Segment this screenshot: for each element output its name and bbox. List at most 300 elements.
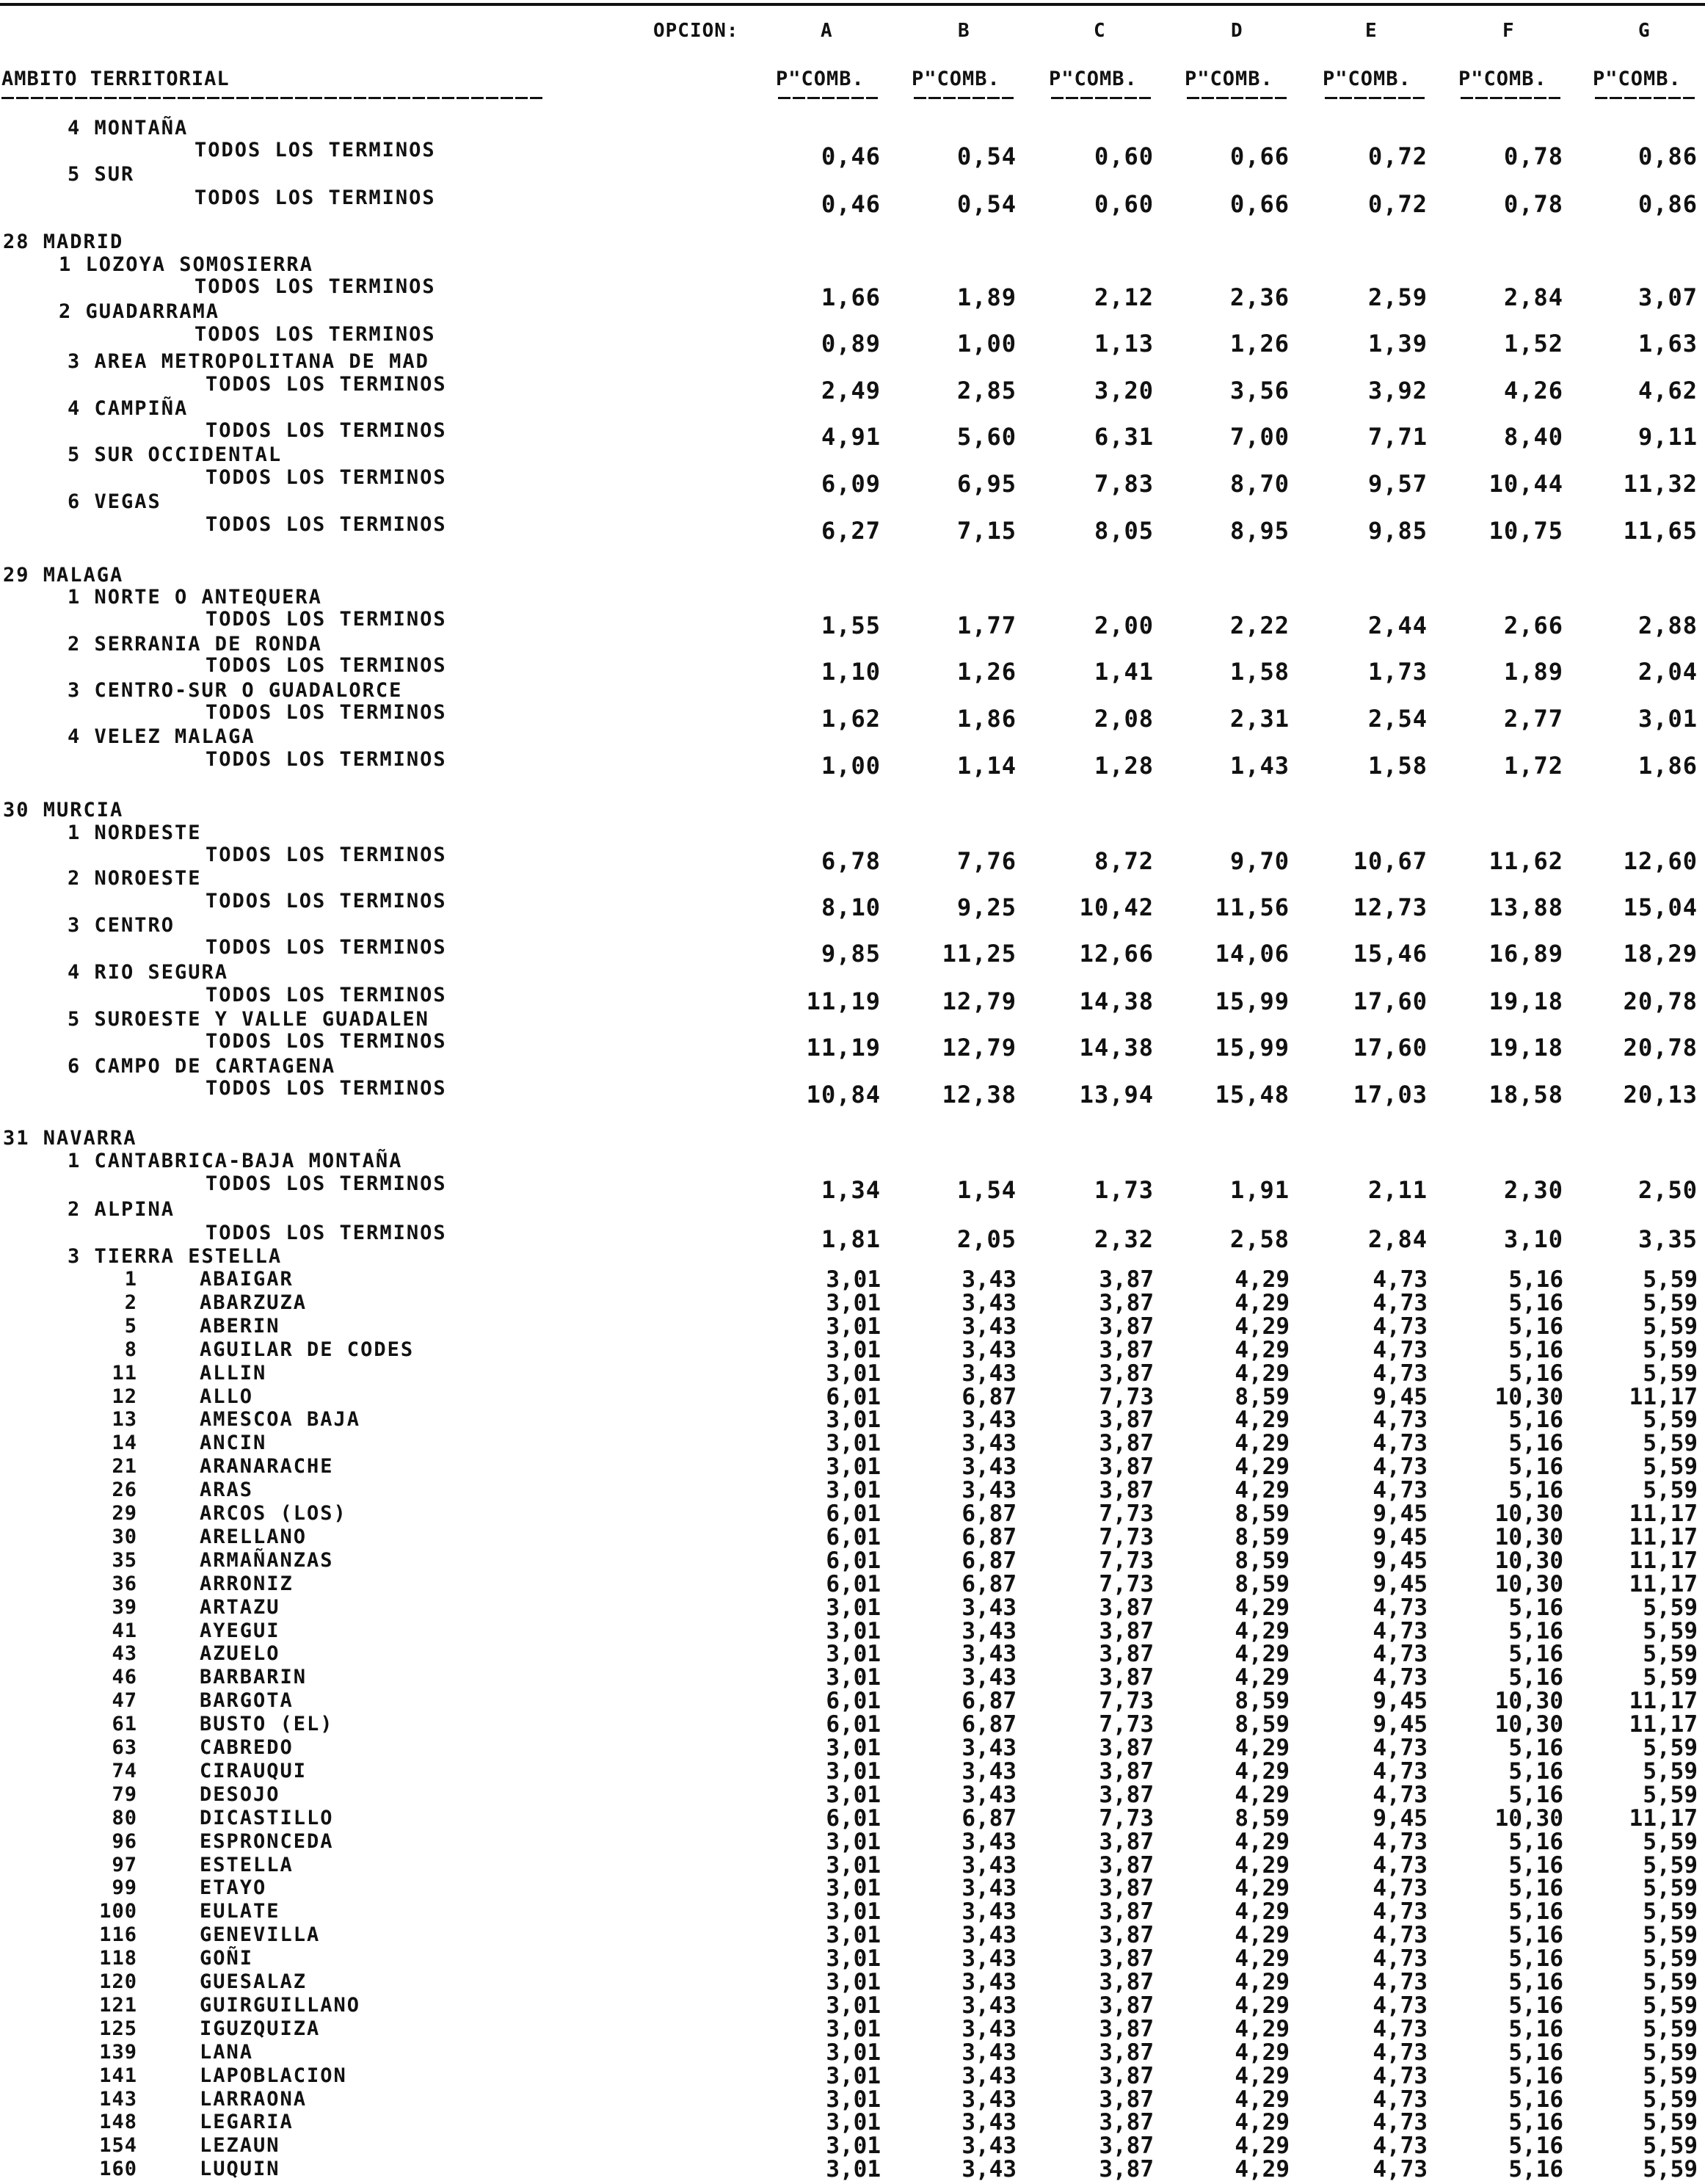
municipio-value-e: 4,73 bbox=[1373, 1664, 1428, 1691]
option-e: E bbox=[1365, 20, 1378, 42]
municipio-value-g: 5,59 bbox=[1643, 1898, 1698, 1925]
municipio-value-e: 4,73 bbox=[1373, 1945, 1428, 1972]
municipio-code: 63 bbox=[112, 1736, 137, 1759]
municipio-code: 14 bbox=[112, 1432, 137, 1454]
municipio-name: ABARZUZA bbox=[200, 1291, 308, 1314]
municipio-value-e: 9,45 bbox=[1373, 1805, 1428, 1832]
municipio-value-b: 3,43 bbox=[961, 2063, 1017, 2089]
municipio-code: 160 bbox=[99, 2158, 137, 2180]
comarca-heading: 6 CAMPO DE CARTAGENA bbox=[68, 1055, 336, 1078]
municipio-name: ETAYO bbox=[200, 1876, 267, 1899]
row-value-f: 13,88 bbox=[1488, 893, 1563, 921]
municipio-value-e: 4,73 bbox=[1373, 2156, 1428, 2183]
municipio-value-a: 3,01 bbox=[826, 1969, 881, 1995]
municipio-value-b: 3,43 bbox=[961, 1735, 1017, 1761]
municipio-value-f: 10,30 bbox=[1494, 1524, 1563, 1550]
row-value-g: 2,04 bbox=[1637, 658, 1698, 686]
row-value-b: 12,79 bbox=[942, 1034, 1017, 1062]
municipio-value-c: 7,73 bbox=[1099, 1571, 1154, 1597]
row-value-f: 8,40 bbox=[1503, 423, 1563, 451]
municipio-value-b: 3,43 bbox=[961, 1360, 1017, 1387]
col-header-underline bbox=[1461, 97, 1560, 99]
municipio-value-f: 5,16 bbox=[1508, 2016, 1563, 2042]
row-value-d: 9,70 bbox=[1229, 847, 1290, 875]
municipio-code: 36 bbox=[112, 1572, 137, 1595]
row-value-f: 1,89 bbox=[1503, 658, 1563, 686]
municipio-value-f: 5,16 bbox=[1508, 1641, 1563, 1667]
municipio-value-a: 3,01 bbox=[826, 1430, 881, 1456]
row-value-e: 2,11 bbox=[1367, 1176, 1428, 1204]
row-value-e: 2,59 bbox=[1367, 283, 1428, 311]
municipio-name: ALLO bbox=[200, 1385, 254, 1408]
row-value-b: 5,60 bbox=[956, 423, 1017, 451]
municipio-value-f: 10,30 bbox=[1494, 1711, 1563, 1738]
municipio-value-g: 11,17 bbox=[1629, 1384, 1698, 1410]
municipio-value-a: 3,01 bbox=[826, 1266, 881, 1293]
municipio-value-e: 4,73 bbox=[1373, 1758, 1428, 1785]
municipio-value-g: 5,59 bbox=[1643, 2109, 1698, 2136]
comarca-heading: 2 GUADARRAMA bbox=[59, 300, 220, 323]
municipio-code: 100 bbox=[99, 1900, 137, 1923]
municipio-value-c: 3,87 bbox=[1099, 1782, 1154, 1808]
municipio-value-b: 3,43 bbox=[961, 2109, 1017, 2136]
municipio-name: GENEVILLA bbox=[200, 1923, 321, 1946]
municipio-value-b: 3,43 bbox=[961, 1969, 1017, 1995]
municipio-value-e: 4,73 bbox=[1373, 1922, 1428, 1948]
municipio-value-d: 8,59 bbox=[1235, 1384, 1290, 1410]
municipio-value-c: 3,87 bbox=[1099, 1852, 1154, 1879]
todos-los-terminos-row: TODOS LOS TERMINOS bbox=[206, 1222, 447, 1244]
row-value-c: 1,28 bbox=[1094, 752, 1154, 780]
municipio-value-a: 3,01 bbox=[826, 1875, 881, 1901]
comarca-heading: 1 NORDESTE bbox=[68, 821, 202, 844]
municipio-value-g: 5,59 bbox=[1643, 2063, 1698, 2089]
municipio-value-g: 5,59 bbox=[1643, 1758, 1698, 1785]
municipio-value-e: 9,45 bbox=[1373, 1501, 1428, 1527]
row-value-b: 7,76 bbox=[956, 847, 1017, 875]
col-header-underline bbox=[778, 97, 878, 99]
municipio-name: ARTAZU bbox=[200, 1596, 280, 1619]
ambito-underline bbox=[1, 97, 543, 99]
municipio-code: 8 bbox=[124, 1338, 137, 1361]
municipio-name: GUIRGUILLANO bbox=[200, 1994, 361, 2017]
row-value-c: 3,20 bbox=[1094, 377, 1154, 404]
municipio-value-a: 3,01 bbox=[826, 1829, 881, 1855]
municipio-code: 120 bbox=[99, 1970, 137, 1993]
municipio-value-g: 5,59 bbox=[1643, 1852, 1698, 1879]
municipio-name: ARCOS (LOS) bbox=[200, 1502, 347, 1525]
row-value-e: 1,73 bbox=[1367, 658, 1428, 686]
row-value-e: 7,71 bbox=[1367, 423, 1428, 451]
municipio-name: LEZAUN bbox=[200, 2134, 280, 2157]
municipio-value-c: 3,87 bbox=[1099, 2016, 1154, 2042]
municipio-value-a: 3,01 bbox=[826, 2156, 881, 2183]
row-value-c: 14,38 bbox=[1079, 1034, 1154, 1062]
row-value-f: 10,44 bbox=[1488, 470, 1563, 498]
municipio-value-f: 5,16 bbox=[1508, 1969, 1563, 1995]
municipio-value-c: 3,87 bbox=[1099, 1407, 1154, 1433]
todos-los-terminos-row: TODOS LOS TERMINOS bbox=[206, 1030, 447, 1053]
row-value-g: 3,35 bbox=[1637, 1225, 1698, 1253]
municipio-value-d: 4,29 bbox=[1235, 1454, 1290, 1480]
municipio-name: AZUELO bbox=[200, 1642, 280, 1665]
todos-los-terminos-row: TODOS LOS TERMINOS bbox=[195, 323, 436, 346]
municipio-value-a: 3,01 bbox=[826, 1290, 881, 1316]
municipio-value-c: 3,87 bbox=[1099, 1922, 1154, 1948]
row-value-a: 1,81 bbox=[821, 1225, 881, 1253]
row-value-g: 0,86 bbox=[1637, 190, 1698, 218]
municipio-value-f: 10,30 bbox=[1494, 1501, 1563, 1527]
municipio-value-c: 3,87 bbox=[1099, 1337, 1154, 1363]
municipio-name: ESPRONCEDA bbox=[200, 1830, 334, 1853]
municipio-name: LEGARIA bbox=[200, 2111, 294, 2133]
municipio-value-g: 5,59 bbox=[1643, 1595, 1698, 1621]
row-value-b: 1,86 bbox=[956, 705, 1017, 733]
municipio-value-b: 3,43 bbox=[961, 1875, 1017, 1901]
municipio-value-d: 8,59 bbox=[1235, 1711, 1290, 1738]
municipio-value-f: 5,16 bbox=[1508, 2063, 1563, 2089]
municipio-value-b: 3,43 bbox=[961, 1945, 1017, 1972]
municipio-value-b: 3,43 bbox=[961, 1758, 1017, 1785]
municipio-value-c: 3,87 bbox=[1099, 1454, 1154, 1480]
row-value-c: 10,42 bbox=[1079, 893, 1154, 921]
row-value-f: 2,84 bbox=[1503, 283, 1563, 311]
row-value-c: 7,83 bbox=[1094, 470, 1154, 498]
municipio-value-d: 4,29 bbox=[1235, 1898, 1290, 1925]
municipio-value-a: 6,01 bbox=[826, 1571, 881, 1597]
municipio-value-f: 5,16 bbox=[1508, 1875, 1563, 1901]
municipio-value-f: 10,30 bbox=[1494, 1384, 1563, 1410]
municipio-value-d: 8,59 bbox=[1235, 1524, 1290, 1550]
municipio-value-c: 7,73 bbox=[1099, 1711, 1154, 1738]
row-value-a: 0,46 bbox=[821, 190, 881, 218]
row-value-c: 2,12 bbox=[1094, 283, 1154, 311]
municipio-value-b: 3,43 bbox=[961, 1992, 1017, 2019]
municipio-value-c: 3,87 bbox=[1099, 1641, 1154, 1667]
row-value-b: 2,85 bbox=[956, 377, 1017, 404]
municipio-value-f: 5,16 bbox=[1508, 2039, 1563, 2066]
municipio-value-a: 3,01 bbox=[826, 1782, 881, 1808]
municipio-value-g: 11,17 bbox=[1629, 1805, 1698, 1832]
municipio-code: 30 bbox=[112, 1525, 137, 1548]
row-value-g: 3,07 bbox=[1637, 283, 1698, 311]
municipio-code: 116 bbox=[99, 1923, 137, 1946]
municipio-value-d: 4,29 bbox=[1235, 1969, 1290, 1995]
municipio-value-c: 3,87 bbox=[1099, 1875, 1154, 1901]
row-value-c: 12,66 bbox=[1079, 940, 1154, 968]
municipio-value-g: 5,59 bbox=[1643, 2086, 1698, 2113]
row-value-e: 9,57 bbox=[1367, 470, 1428, 498]
municipio-value-f: 5,16 bbox=[1508, 1852, 1563, 1879]
row-value-a: 1,66 bbox=[821, 283, 881, 311]
municipio-value-b: 3,43 bbox=[961, 1922, 1017, 1948]
municipio-value-f: 5,16 bbox=[1508, 1595, 1563, 1621]
row-value-b: 6,95 bbox=[956, 470, 1017, 498]
row-value-g: 1,86 bbox=[1637, 752, 1698, 780]
row-value-a: 9,85 bbox=[821, 940, 881, 968]
opcion-label: OPCION: bbox=[653, 20, 739, 42]
row-value-d: 2,31 bbox=[1229, 705, 1290, 733]
municipio-name: ABERIN bbox=[200, 1315, 280, 1338]
municipio-value-g: 5,59 bbox=[1643, 1969, 1698, 1995]
row-value-g: 2,50 bbox=[1637, 1176, 1698, 1204]
municipio-value-e: 4,73 bbox=[1373, 1454, 1428, 1480]
col-header-c: P"COMB. bbox=[1049, 68, 1138, 90]
row-value-f: 10,75 bbox=[1488, 517, 1563, 545]
municipio-value-f: 5,16 bbox=[1508, 2086, 1563, 2113]
municipio-value-e: 4,73 bbox=[1373, 1898, 1428, 1925]
municipio-value-f: 5,16 bbox=[1508, 1337, 1563, 1363]
municipio-value-a: 3,01 bbox=[826, 1922, 881, 1948]
comarca-heading: 2 SERRANIA DE RONDA bbox=[68, 633, 322, 656]
municipio-value-c: 3,87 bbox=[1099, 1595, 1154, 1621]
row-value-d: 3,56 bbox=[1229, 377, 1290, 404]
row-value-c: 0,60 bbox=[1094, 190, 1154, 218]
todos-los-terminos-row: TODOS LOS TERMINOS bbox=[206, 373, 447, 396]
row-value-c: 0,60 bbox=[1094, 142, 1154, 170]
row-value-g: 20,78 bbox=[1623, 1034, 1698, 1062]
municipio-value-c: 3,87 bbox=[1099, 1618, 1154, 1644]
row-value-e: 1,39 bbox=[1367, 330, 1428, 358]
municipio-value-a: 3,01 bbox=[826, 2133, 881, 2159]
municipio-value-c: 7,73 bbox=[1099, 1384, 1154, 1410]
municipio-value-f: 5,16 bbox=[1508, 1454, 1563, 1480]
municipio-code: 125 bbox=[99, 2017, 137, 2040]
municipio-value-g: 5,59 bbox=[1643, 1454, 1698, 1480]
municipio-name: AYEGUI bbox=[200, 1619, 280, 1642]
row-value-g: 4,62 bbox=[1637, 377, 1698, 404]
municipio-value-g: 5,59 bbox=[1643, 1735, 1698, 1761]
municipio-code: 118 bbox=[99, 1947, 137, 1970]
municipio-value-f: 5,16 bbox=[1508, 1313, 1563, 1340]
municipio-value-e: 4,73 bbox=[1373, 1430, 1428, 1456]
municipio-value-e: 4,73 bbox=[1373, 1360, 1428, 1387]
municipio-value-f: 5,16 bbox=[1508, 1664, 1563, 1691]
municipio-name: LARRAONA bbox=[200, 2088, 308, 2111]
municipio-value-e: 4,73 bbox=[1373, 2039, 1428, 2066]
row-value-c: 1,41 bbox=[1094, 658, 1154, 686]
municipio-value-a: 3,01 bbox=[826, 1852, 881, 1879]
municipio-value-e: 4,73 bbox=[1373, 1969, 1428, 1995]
todos-los-terminos-row: TODOS LOS TERMINOS bbox=[206, 654, 447, 677]
municipio-name: ARANARACHE bbox=[200, 1455, 334, 1478]
comarca-heading: 1 NORTE O ANTEQUERA bbox=[68, 586, 322, 609]
municipio-value-g: 5,59 bbox=[1643, 1337, 1698, 1363]
municipio-value-d: 4,29 bbox=[1235, 1992, 1290, 2019]
row-value-b: 1,00 bbox=[956, 330, 1017, 358]
municipio-value-e: 9,45 bbox=[1373, 1524, 1428, 1550]
municipio-value-a: 3,01 bbox=[826, 1618, 881, 1644]
municipio-value-g: 5,59 bbox=[1643, 2016, 1698, 2042]
option-g: G bbox=[1638, 20, 1651, 42]
municipio-value-c: 3,87 bbox=[1099, 1969, 1154, 1995]
row-value-a: 4,91 bbox=[821, 423, 881, 451]
row-value-e: 2,84 bbox=[1367, 1225, 1428, 1253]
municipio-value-b: 3,43 bbox=[961, 2039, 1017, 2066]
municipio-value-f: 10,30 bbox=[1494, 1571, 1563, 1597]
row-value-e: 0,72 bbox=[1367, 190, 1428, 218]
municipio-code: 46 bbox=[112, 1666, 137, 1688]
municipio-value-g: 5,59 bbox=[1643, 1875, 1698, 1901]
municipio-value-f: 5,16 bbox=[1508, 2156, 1563, 2183]
col-header-b: P"COMB. bbox=[912, 68, 1000, 90]
municipio-value-d: 4,29 bbox=[1235, 1758, 1290, 1785]
municipio-value-g: 5,59 bbox=[1643, 2039, 1698, 2066]
todos-los-terminos-row: TODOS LOS TERMINOS bbox=[206, 513, 447, 536]
municipio-value-d: 4,29 bbox=[1235, 1595, 1290, 1621]
row-value-e: 17,60 bbox=[1353, 987, 1428, 1015]
municipio-value-f: 5,16 bbox=[1508, 1758, 1563, 1785]
municipio-value-a: 3,01 bbox=[826, 1758, 881, 1785]
row-value-g: 20,13 bbox=[1623, 1081, 1698, 1109]
municipio-value-e: 4,73 bbox=[1373, 1782, 1428, 1808]
municipio-code: 2 bbox=[124, 1291, 137, 1314]
municipio-value-e: 4,73 bbox=[1373, 1852, 1428, 1879]
municipio-value-e: 4,73 bbox=[1373, 1618, 1428, 1644]
todos-los-terminos-row: TODOS LOS TERMINOS bbox=[206, 748, 447, 771]
row-value-f: 0,78 bbox=[1503, 142, 1563, 170]
municipio-value-c: 3,87 bbox=[1099, 2133, 1154, 2159]
row-value-c: 1,73 bbox=[1094, 1176, 1154, 1204]
municipio-code: 35 bbox=[112, 1549, 137, 1572]
municipio-value-e: 4,73 bbox=[1373, 1477, 1428, 1503]
province-heading: 30 MURCIA bbox=[3, 799, 124, 821]
municipio-value-b: 3,43 bbox=[961, 1477, 1017, 1503]
comarca-heading: 4 MONTAÑA bbox=[68, 117, 189, 139]
municipio-value-a: 6,01 bbox=[826, 1501, 881, 1527]
row-value-d: 8,70 bbox=[1229, 470, 1290, 498]
municipio-code: 21 bbox=[112, 1455, 137, 1478]
option-d: D bbox=[1231, 20, 1243, 42]
col-header-g: P"COMB. bbox=[1593, 68, 1682, 90]
municipio-name: AMESCOA BAJA bbox=[200, 1408, 361, 1431]
comarca-heading: 3 CENTRO bbox=[68, 914, 175, 937]
municipio-value-c: 3,87 bbox=[1099, 1898, 1154, 1925]
row-value-g: 2,88 bbox=[1637, 612, 1698, 639]
row-value-a: 8,10 bbox=[821, 893, 881, 921]
municipio-value-c: 3,87 bbox=[1099, 2156, 1154, 2183]
municipio-code: 141 bbox=[99, 2064, 137, 2087]
row-value-f: 1,52 bbox=[1503, 330, 1563, 358]
ambito-territorial-label: AMBITO TERRITORIAL bbox=[1, 68, 230, 90]
municipio-value-a: 3,01 bbox=[826, 1337, 881, 1363]
municipio-value-b: 6,87 bbox=[961, 1711, 1017, 1738]
municipio-name: BUSTO (EL) bbox=[200, 1713, 334, 1735]
municipio-value-a: 3,01 bbox=[826, 1407, 881, 1433]
row-value-e: 1,58 bbox=[1367, 752, 1428, 780]
row-value-c: 2,00 bbox=[1094, 612, 1154, 639]
municipio-value-f: 5,16 bbox=[1508, 1430, 1563, 1456]
municipio-value-d: 4,29 bbox=[1235, 2133, 1290, 2159]
col-header-underline bbox=[1595, 97, 1695, 99]
municipio-value-e: 4,73 bbox=[1373, 2086, 1428, 2113]
row-value-d: 1,58 bbox=[1229, 658, 1290, 686]
todos-los-terminos-row: TODOS LOS TERMINOS bbox=[195, 139, 436, 162]
row-value-d: 11,56 bbox=[1215, 893, 1290, 921]
municipio-value-a: 3,01 bbox=[826, 2016, 881, 2042]
municipio-value-b: 6,87 bbox=[961, 1501, 1017, 1527]
municipio-value-c: 3,87 bbox=[1099, 2086, 1154, 2113]
row-value-e: 9,85 bbox=[1367, 517, 1428, 545]
row-value-b: 12,38 bbox=[942, 1081, 1017, 1109]
todos-los-terminos-row: TODOS LOS TERMINOS bbox=[206, 466, 447, 489]
municipio-name: AGUILAR DE CODES bbox=[200, 1338, 415, 1361]
municipio-value-f: 5,16 bbox=[1508, 1782, 1563, 1808]
municipio-code: 47 bbox=[112, 1689, 137, 1712]
row-value-f: 2,77 bbox=[1503, 705, 1563, 733]
municipio-code: 143 bbox=[99, 2088, 137, 2111]
municipio-value-a: 6,01 bbox=[826, 1711, 881, 1738]
municipio-value-g: 5,59 bbox=[1643, 1641, 1698, 1667]
row-value-d: 15,48 bbox=[1215, 1081, 1290, 1109]
todos-los-terminos-row: TODOS LOS TERMINOS bbox=[206, 890, 447, 913]
municipio-value-d: 8,59 bbox=[1235, 1501, 1290, 1527]
municipio-value-e: 4,73 bbox=[1373, 1266, 1428, 1293]
municipio-value-d: 4,29 bbox=[1235, 1313, 1290, 1340]
row-value-f: 4,26 bbox=[1503, 377, 1563, 404]
row-value-a: 1,62 bbox=[821, 705, 881, 733]
municipio-value-d: 4,29 bbox=[1235, 2039, 1290, 2066]
comarca-heading: 6 VEGAS bbox=[68, 490, 161, 513]
municipio-value-d: 4,29 bbox=[1235, 2016, 1290, 2042]
municipio-value-b: 6,87 bbox=[961, 1524, 1017, 1550]
municipio-code: 80 bbox=[112, 1807, 137, 1829]
col-header-a: P"COMB. bbox=[776, 68, 865, 90]
municipio-value-a: 3,01 bbox=[826, 2039, 881, 2066]
municipio-value-e: 4,73 bbox=[1373, 1875, 1428, 1901]
municipio-value-e: 9,45 bbox=[1373, 1711, 1428, 1738]
municipio-value-b: 3,43 bbox=[961, 1407, 1017, 1433]
row-value-a: 0,89 bbox=[821, 330, 881, 358]
row-value-b: 9,25 bbox=[956, 893, 1017, 921]
municipio-value-b: 3,43 bbox=[961, 1430, 1017, 1456]
municipio-value-c: 3,87 bbox=[1099, 1266, 1154, 1293]
municipio-code: 96 bbox=[112, 1830, 137, 1853]
municipio-name: ESTELLA bbox=[200, 1854, 294, 1876]
municipio-value-d: 4,29 bbox=[1235, 2156, 1290, 2183]
municipio-value-c: 7,73 bbox=[1099, 1688, 1154, 1714]
municipio-value-b: 6,87 bbox=[961, 1548, 1017, 1574]
municipio-value-g: 5,59 bbox=[1643, 1313, 1698, 1340]
municipio-value-e: 4,73 bbox=[1373, 1290, 1428, 1316]
municipio-value-b: 3,43 bbox=[961, 2086, 1017, 2113]
row-value-d: 2,22 bbox=[1229, 612, 1290, 639]
municipio-value-g: 5,59 bbox=[1643, 1430, 1698, 1456]
municipio-value-c: 3,87 bbox=[1099, 1477, 1154, 1503]
municipio-code: 43 bbox=[112, 1642, 137, 1665]
municipio-name: ARMAÑANZAS bbox=[200, 1549, 334, 1572]
municipio-value-g: 11,17 bbox=[1629, 1548, 1698, 1574]
municipio-value-a: 6,01 bbox=[826, 1805, 881, 1832]
municipio-value-g: 11,17 bbox=[1629, 1711, 1698, 1738]
municipio-value-a: 3,01 bbox=[826, 1664, 881, 1691]
municipio-value-c: 3,87 bbox=[1099, 1430, 1154, 1456]
municipio-value-e: 4,73 bbox=[1373, 1595, 1428, 1621]
row-value-f: 2,30 bbox=[1503, 1176, 1563, 1204]
municipio-value-g: 11,17 bbox=[1629, 1524, 1698, 1550]
municipio-value-d: 4,29 bbox=[1235, 1782, 1290, 1808]
municipio-code: 154 bbox=[99, 2134, 137, 2157]
municipio-value-a: 3,01 bbox=[826, 1477, 881, 1503]
municipio-name: ANCIN bbox=[200, 1432, 267, 1454]
municipio-name: ABAIGAR bbox=[200, 1268, 294, 1291]
municipio-value-a: 3,01 bbox=[826, 2063, 881, 2089]
row-value-f: 3,10 bbox=[1503, 1225, 1563, 1253]
municipio-value-b: 3,43 bbox=[961, 1852, 1017, 1879]
municipio-value-d: 4,29 bbox=[1235, 1875, 1290, 1901]
municipio-name: LANA bbox=[200, 2041, 254, 2064]
row-value-b: 1,54 bbox=[956, 1176, 1017, 1204]
